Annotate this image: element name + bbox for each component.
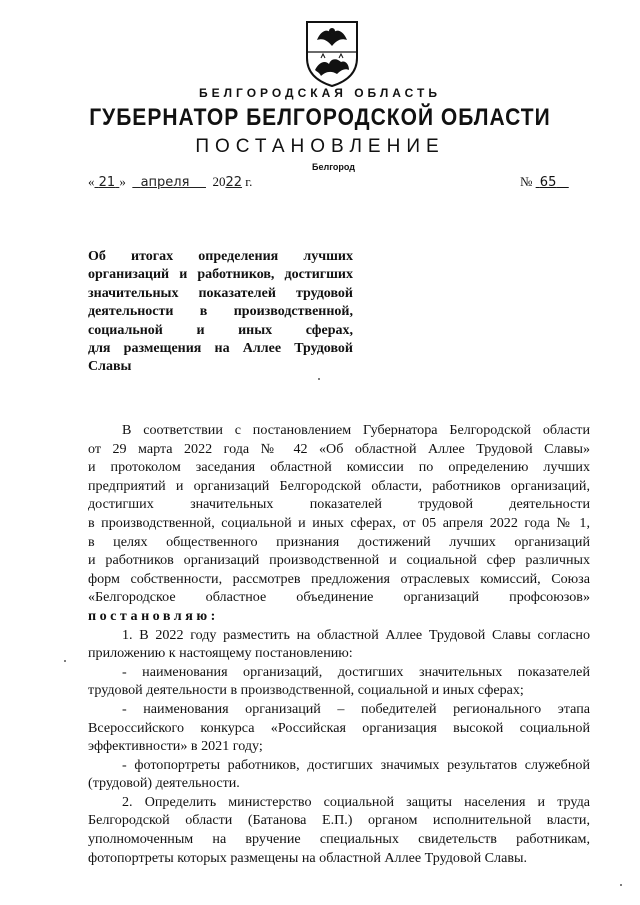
subject-line: социальной и иных сферах, bbox=[88, 322, 353, 338]
scan-speck bbox=[64, 660, 66, 662]
date-year-unit: г. bbox=[245, 174, 253, 189]
body-line: предприятий и организаций Белгородской области, работников организаций, bbox=[88, 477, 590, 494]
subject-line: для размещения на Аллее Трудовой bbox=[88, 341, 353, 357]
body-line: уполномоченным на вручение специальных свидетельств работникам, bbox=[88, 831, 590, 848]
body-line: - наименования организаций, достигших значительных показателей bbox=[122, 663, 590, 680]
body-line: форм собственности, рассмотрев предложения отраслевых комиссий, Союза bbox=[88, 570, 590, 587]
body-line: трудовой деятельности в производственной, социальной и иных сферах; bbox=[88, 682, 524, 699]
decree-number bbox=[520, 174, 569, 190]
decree-title: ПОСТАНОВЛЕНИЕ bbox=[195, 136, 445, 157]
body-line: фотопортреты которых размещены на областной Аллее Трудовой Славы. bbox=[88, 849, 527, 866]
body-line: и протоколом заседания областной комиссии по определению лучших bbox=[88, 459, 590, 476]
body-line: приложению к настоящему постановлению: bbox=[88, 645, 353, 662]
date-day: 21 bbox=[98, 175, 116, 190]
subject-line: Славы bbox=[88, 359, 132, 375]
body-line: в целях общественного признания достижений лучших организаций bbox=[88, 533, 590, 550]
subject-line: Об итогах определения лучших bbox=[88, 249, 353, 264]
decree-date bbox=[88, 174, 252, 190]
date-month: апреля bbox=[140, 175, 190, 190]
number-value: 65 bbox=[539, 175, 557, 190]
number-label: № bbox=[520, 174, 533, 189]
subject-line: деятельности в производственной, bbox=[88, 304, 353, 320]
coat-of-arms-icon bbox=[301, 18, 363, 88]
body-line: 1. В 2022 году разместить на областной Аллее Трудовой Славы согласно bbox=[122, 626, 590, 643]
resolution-word: постановляю: bbox=[88, 607, 219, 624]
body-line: от 29 марта 2022 года № 42 «Об областной Аллее Трудовой Славы» bbox=[88, 440, 590, 457]
subject-line: значительных показателей трудовой bbox=[88, 285, 353, 301]
date-year-prefix: 20 bbox=[212, 174, 226, 189]
subject-line: организаций и работников, достигших bbox=[88, 267, 353, 283]
body-line: (трудовой) деятельности. bbox=[88, 775, 240, 792]
scan-speck bbox=[318, 378, 320, 380]
body-line: в производственной, социальной и иных сферах, от 05 апреля 2022 года № 1, bbox=[88, 514, 590, 531]
body-line: эффективности» в 2021 году; bbox=[88, 738, 263, 755]
decree-subject bbox=[88, 248, 353, 377]
date-open-quote: « bbox=[88, 174, 95, 189]
city-label: Белгород bbox=[312, 162, 355, 172]
body-line: В соответствии с постановлением Губернатора Белгородской области bbox=[122, 422, 590, 438]
decree-body bbox=[88, 421, 590, 867]
body-line: - фотопортреты работников, достигших значимых результатов служебной bbox=[122, 756, 590, 773]
date-year-suffix: 22 bbox=[225, 175, 243, 190]
body-line: Белгородской области (Батанова Е.П.) органом исполнительной власти, bbox=[88, 812, 590, 829]
body-line: - наименования организаций – победителей регионального этапа bbox=[122, 700, 590, 717]
governor-title: ГУБЕРНАТОР БЕЛГОРОДСКОЙ ОБЛАСТИ bbox=[89, 104, 551, 131]
scan-speck bbox=[620, 884, 622, 886]
date-close-quote: » bbox=[119, 174, 126, 189]
body-line: «Белгородское областное объединение организаций профсоюзов» bbox=[88, 589, 590, 606]
body-line: Всероссийского конкурса «Российская организация высокой социальной bbox=[88, 719, 590, 736]
body-line: и работников организаций производственной и социальной сфер различных bbox=[88, 552, 590, 569]
region-title: БЕЛГОРОДСКАЯ ОБЛАСТЬ bbox=[199, 86, 441, 100]
body-line: 2. Определить министерство социальной защиты населения и труда bbox=[122, 793, 590, 810]
body-line: достигших значительных показателей трудовой деятельности bbox=[88, 496, 590, 513]
